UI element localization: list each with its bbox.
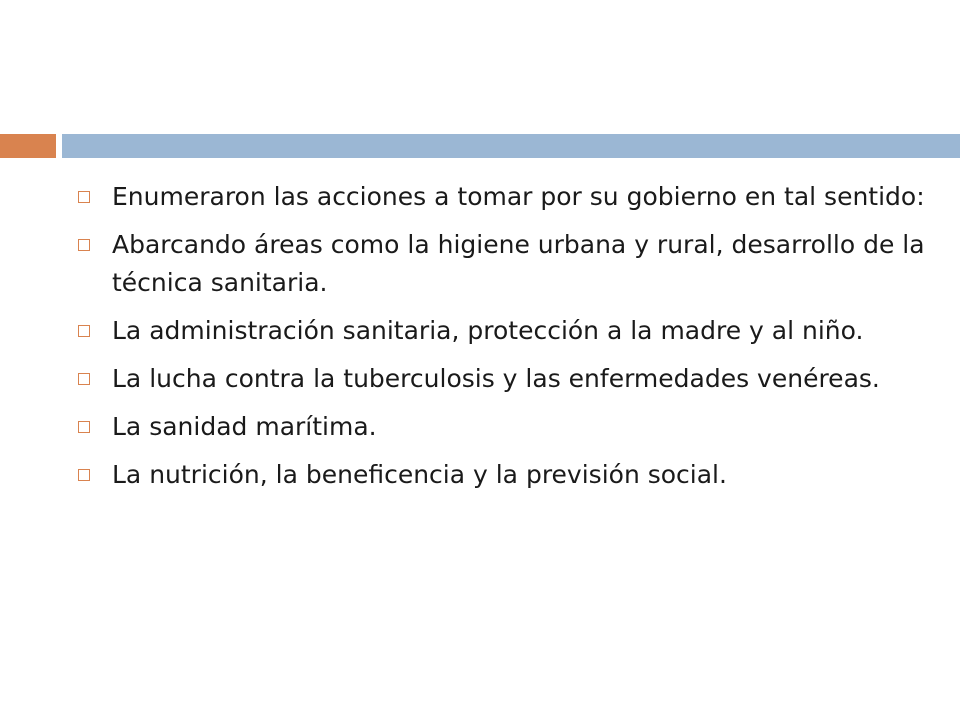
bullet-text: La administración sanitaria, protección a la madre y al niño. <box>112 316 864 345</box>
bullet-item-6 <box>76 456 936 494</box>
accent-bar-blue <box>62 134 960 158</box>
square-outline-bullet-icon <box>78 191 90 203</box>
square-outline-bullet-icon <box>78 421 90 433</box>
bullet-text: Enumeraron las acciones a tomar por su gobierno en tal sentido: <box>112 182 925 211</box>
bullet-text: La lucha contra la tuberculosis y las enfermedades venéreas. <box>112 364 880 393</box>
bullet-text: Abarcando áreas como la higiene urbana y rural, desarrollo de la técnica sanitaria. <box>112 230 925 297</box>
bullet-item-2 <box>76 226 936 302</box>
bullet-list <box>76 178 936 504</box>
square-outline-bullet-icon <box>78 239 90 251</box>
square-outline-bullet-icon <box>78 469 90 481</box>
bullet-text: La sanidad marítima. <box>112 412 377 441</box>
square-outline-bullet-icon <box>78 325 90 337</box>
bullet-item-4 <box>76 360 936 398</box>
bullet-text: La nutrición, la beneficencia y la previsión social. <box>112 460 727 489</box>
bullet-item-5 <box>76 408 936 446</box>
bullet-item-3 <box>76 312 936 350</box>
bullet-item-1 <box>76 178 936 216</box>
accent-bar-orange <box>0 134 56 158</box>
square-outline-bullet-icon <box>78 373 90 385</box>
